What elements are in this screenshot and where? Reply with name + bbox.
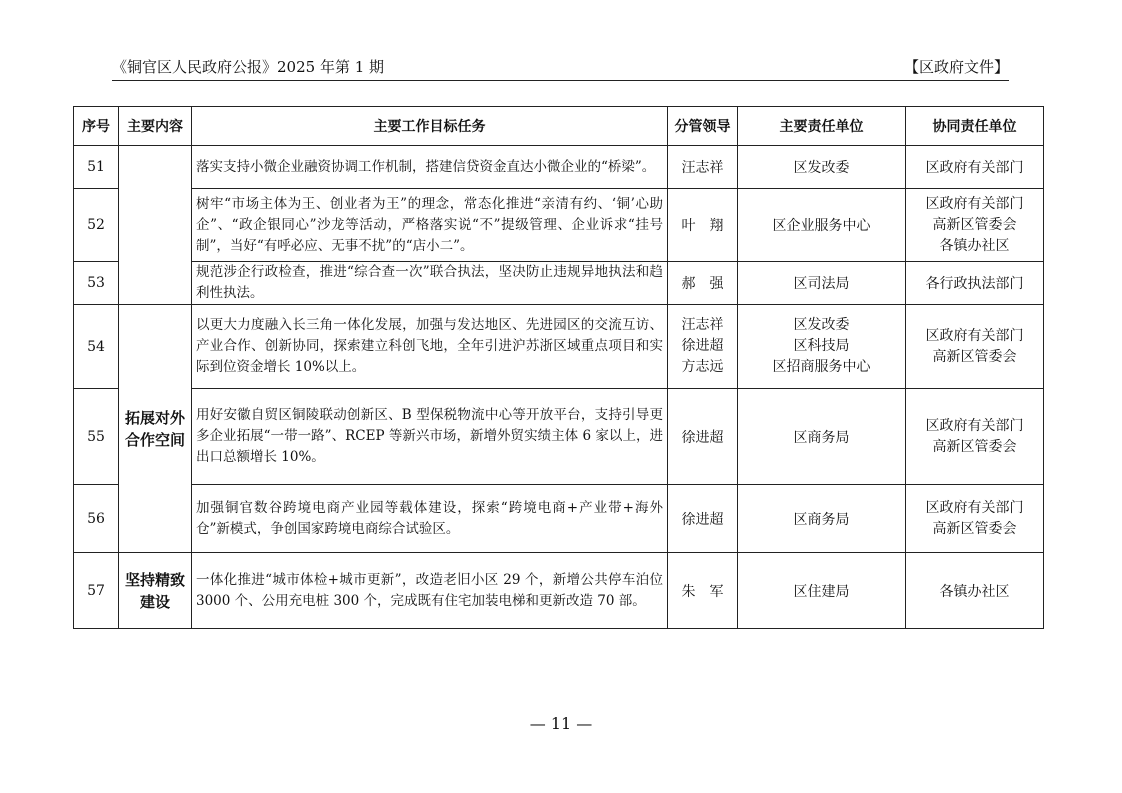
table-row <box>74 553 1044 629</box>
column-header-no: 序号 <box>74 107 119 146</box>
column-header-leader: 分管领导 <box>668 107 738 146</box>
row-number: 54 <box>74 305 119 389</box>
leader: 叶 翔 <box>668 189 738 262</box>
co-unit: 各行政执法部门 <box>906 262 1044 305</box>
row-number: 55 <box>74 389 119 485</box>
leader: 徐进超 <box>668 485 738 553</box>
co-unit: 区政府有关部门 高新区管委会 <box>925 499 1024 537</box>
row-number: 53 <box>74 262 119 305</box>
leader: 郝 强 <box>668 262 738 305</box>
task-text: 加强铜官数谷跨境电商产业园等载体建设，探索“跨境电商+产业带+海外仓”新模式，争创国家跨境电商综合试验区。 <box>192 485 668 553</box>
co-unit: 区政府有关部门 高新区管委会 <box>925 417 1024 455</box>
co-unit: 区政府有关部门 <box>906 146 1044 189</box>
main-unit: 区商务局 <box>738 389 906 485</box>
table-row <box>74 389 1044 485</box>
task-table <box>73 106 1044 629</box>
leader: 徐进超 <box>668 389 738 485</box>
main-unit: 区司法局 <box>738 262 906 305</box>
category-label: 拓展对外 合作空间 <box>124 408 185 449</box>
task-text: 树牢“市场主体为王、创业者为王”的理念，常态化推进“亲清有约、‘铜’心助企”、“政企银同心”沙龙等活动，严格落实说“不”提级管理、企业诉求“挂号制”，当好“有呼必应、无事不扰”的“店小二”。 <box>192 189 668 262</box>
leader: 汪志祥 <box>668 146 738 189</box>
leader: 朱 军 <box>668 553 738 629</box>
leader: 汪志祥 徐进超 方志远 <box>681 317 724 375</box>
category-label: 坚持精致 建设 <box>124 570 185 611</box>
row-number: 51 <box>74 146 119 189</box>
row-number: 52 <box>74 189 119 262</box>
table-row <box>74 146 1044 189</box>
row-number: 57 <box>74 553 119 629</box>
page-header <box>112 58 1009 81</box>
table-row <box>74 485 1044 553</box>
table-row <box>74 189 1044 262</box>
task-text: 以更大力度融入长三角一体化发展，加强与发达地区、先进园区的交流互访、产业合作、创新协同，探索建立科创飞地，全年引进沪苏浙区域重点项目和实际到位资金增长 10%以上。 <box>192 305 668 389</box>
page-number: — 11 — <box>529 714 593 733</box>
main-unit: 区发改委 <box>738 146 906 189</box>
main-unit: 区企业服务中心 <box>738 189 906 262</box>
main-unit: 区发改委 区科技局 区招商服务中心 <box>772 317 871 375</box>
table-row <box>74 305 1044 389</box>
task-text: 用好安徽自贸区铜陵联动创新区、B 型保税物流中心等开放平台，支持引导更多企业拓展“一带一路”、RCEP 等新兴市场，新增外贸实绩主体 6 家以上，进出口总额增长 10%。 <box>192 389 668 485</box>
gazette-title: 《铜官区人民政府公报》2025 年第 1 期 <box>112 58 385 76</box>
column-header-co-unit: 协同责任单位 <box>906 107 1044 146</box>
task-text: 一体化推进“城市体检+城市更新”，改造老旧小区 29 个，新增公共停车泊位 3000 个、公用充电桩 300 个，完成既有住宅加装电梯和更新改造 70 部。 <box>192 553 668 629</box>
column-header-task: 主要工作目标任务 <box>192 107 668 146</box>
category-cell-empty <box>119 146 192 305</box>
main-unit: 区商务局 <box>738 485 906 553</box>
table-header-row <box>74 107 1044 146</box>
row-number: 56 <box>74 485 119 553</box>
column-header-category: 主要内容 <box>119 107 192 146</box>
co-unit: 区政府有关部门 高新区管委会 <box>925 327 1024 365</box>
main-unit: 区住建局 <box>738 553 906 629</box>
co-unit: 区政府有关部门 高新区管委会 各镇办社区 <box>925 195 1024 254</box>
table-row <box>74 262 1044 305</box>
column-header-main-unit: 主要责任单位 <box>738 107 906 146</box>
task-text: 落实支持小微企业融资协调工作机制，搭建信贷资金直达小微企业的“桥梁”。 <box>192 146 668 189</box>
task-text: 规范涉企行政检查，推进“综合查一次”联合执法，坚决防止违规异地执法和趋利性执法。 <box>192 262 668 305</box>
co-unit: 各镇办社区 <box>906 553 1044 629</box>
section-label: 【区政府文件】 <box>903 58 1009 76</box>
